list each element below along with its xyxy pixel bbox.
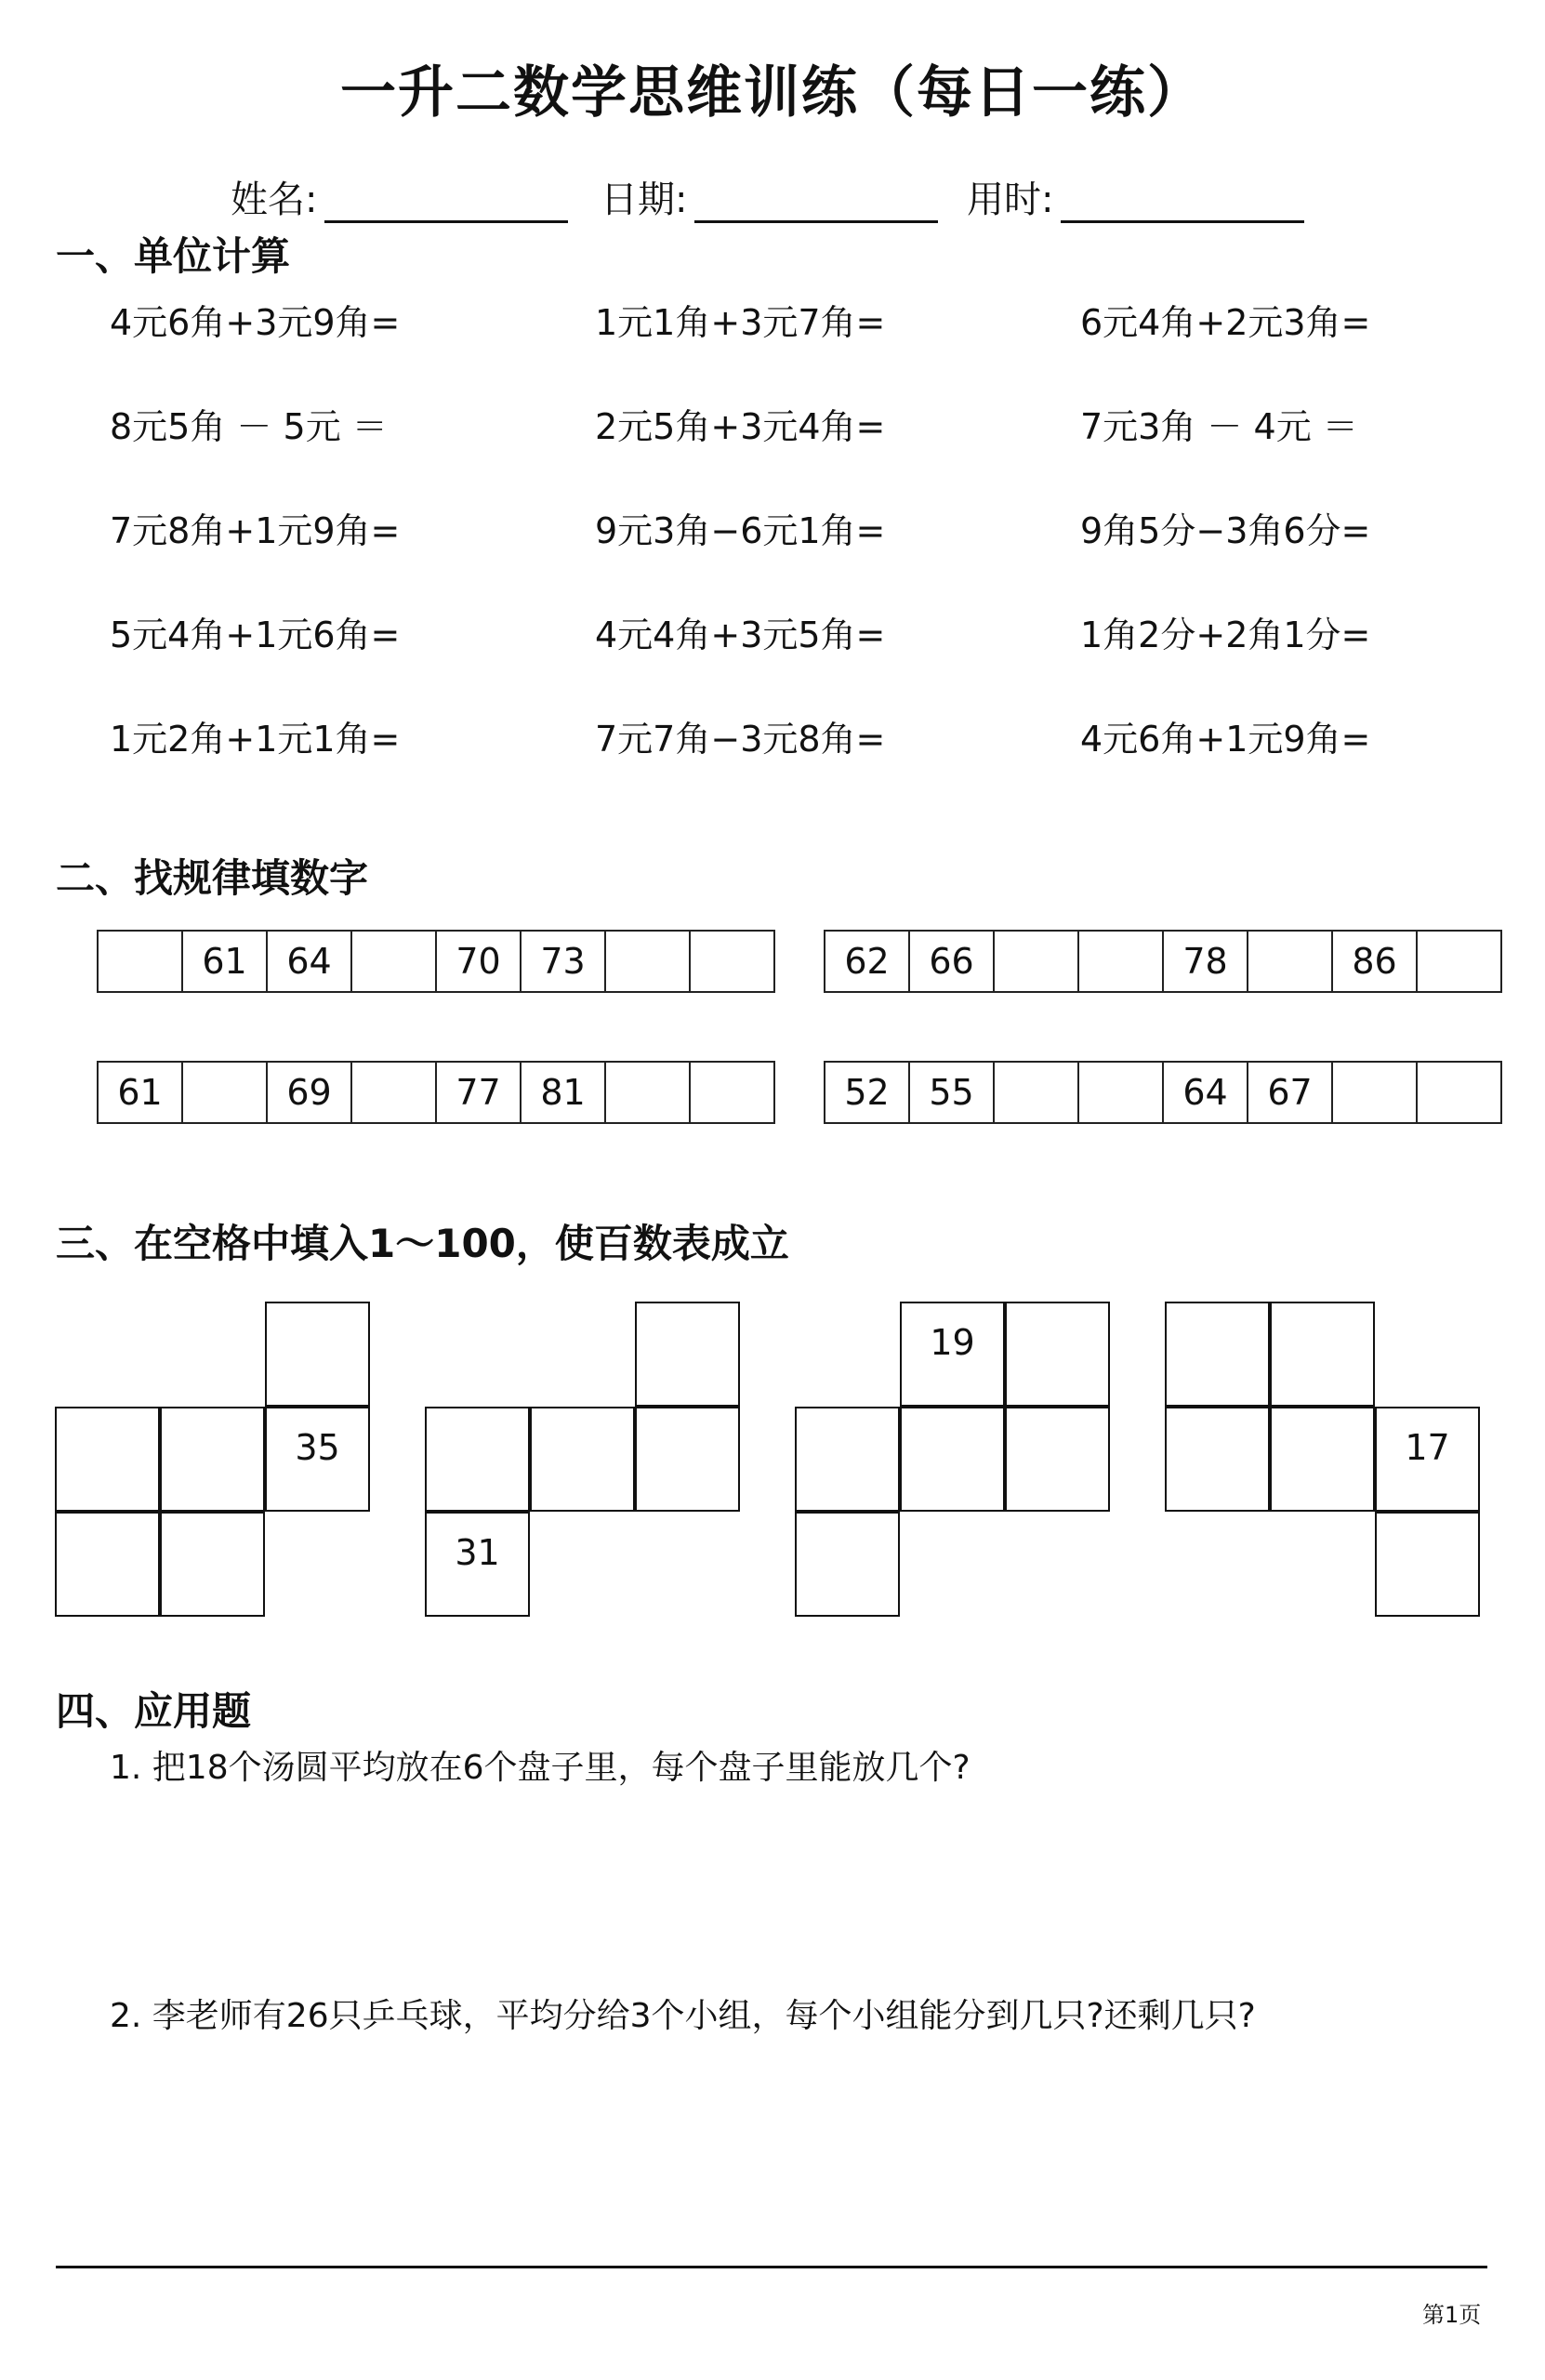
sequence-row-2 — [824, 930, 1502, 993]
grid-cell[interactable] — [1375, 1512, 1480, 1617]
seq-cell[interactable]: 66 — [909, 931, 994, 992]
page-number: 第1页 — [1422, 2302, 1482, 2328]
grid-cell[interactable] — [425, 1407, 530, 1512]
sequence-row-3 — [97, 1061, 775, 1124]
grid-cell-filled[interactable] — [265, 1407, 370, 1512]
expr: 7元3角 － 4元 ＝ — [1080, 406, 1358, 447]
section4-heading: 四、应用题 — [56, 1688, 252, 1734]
section2-heading: 二、找规律填数字 — [56, 855, 369, 901]
grid-cell[interactable] — [160, 1407, 265, 1512]
sequence-row-4 — [824, 1061, 1502, 1124]
seq-cell[interactable] — [605, 1062, 690, 1123]
grid-cell[interactable] — [55, 1407, 160, 1512]
seq-cell[interactable] — [994, 1062, 1078, 1123]
seq-cell[interactable]: 81 — [521, 1062, 605, 1123]
expr: 1元1角+3元7角= — [595, 302, 886, 343]
date-field[interactable] — [601, 170, 938, 223]
expr: 5元4角+1元6角= — [110, 615, 401, 655]
seq-cell[interactable] — [690, 931, 774, 992]
grid-cell[interactable] — [1165, 1302, 1270, 1407]
seq-cell[interactable]: 78 — [1163, 931, 1248, 992]
seq-cell[interactable]: 67 — [1248, 1062, 1332, 1123]
word-problem-2: 2. 李老师有26只乒乓球，平均分给3个小组，每个小组能分到几只?还剩几只? — [110, 1997, 1256, 2035]
seq-cell[interactable] — [1078, 1062, 1163, 1123]
seq-cell[interactable] — [351, 931, 436, 992]
seq-cell[interactable]: 61 — [182, 931, 267, 992]
grid-cell-filled[interactable] — [425, 1512, 530, 1617]
expr: 2元5角+3元4角= — [595, 406, 886, 447]
seq-cell[interactable]: 73 — [521, 931, 605, 992]
grid-number: 19 — [930, 1322, 975, 1363]
seq-cell[interactable] — [351, 1062, 436, 1123]
grid-cell[interactable] — [55, 1512, 160, 1617]
seq-cell[interactable]: 77 — [436, 1062, 521, 1123]
seq-cell[interactable] — [1078, 931, 1163, 992]
seq-cell[interactable] — [994, 931, 1078, 992]
seq-cell[interactable]: 70 — [436, 931, 521, 992]
time-blank[interactable] — [1061, 185, 1304, 223]
grid-cell[interactable] — [795, 1512, 900, 1617]
seq-cell[interactable]: 61 — [98, 1062, 182, 1123]
seq-cell[interactable]: 64 — [1163, 1062, 1248, 1123]
seq-cell[interactable] — [98, 931, 182, 992]
grid-cell[interactable] — [265, 1302, 370, 1407]
seq-cell[interactable]: 52 — [825, 1062, 909, 1123]
expr: 9元3角−6元1角= — [595, 510, 886, 551]
section3-heading: 三、在空格中填入1～100，使百数表成立 — [56, 1221, 789, 1266]
grid-cell[interactable] — [900, 1407, 1005, 1512]
section1-heading: 一、单位计算 — [56, 233, 291, 279]
seq-cell[interactable] — [1417, 1062, 1501, 1123]
grid-cell[interactable] — [1005, 1302, 1110, 1407]
grid-cell-filled[interactable] — [900, 1302, 1005, 1407]
name-label: 姓名: — [231, 178, 318, 221]
seq-cell[interactable]: 64 — [267, 931, 351, 992]
grid-cell[interactable] — [1165, 1407, 1270, 1512]
word-problem-1: 1. 把18个汤圆平均放在6个盘子里，每个盘子里能放几个? — [110, 1749, 971, 1787]
grid-number: 31 — [455, 1532, 500, 1573]
seq-cell[interactable] — [1248, 931, 1332, 992]
footer-divider — [56, 2266, 1487, 2268]
seq-cell[interactable] — [690, 1062, 774, 1123]
seq-cell[interactable]: 62 — [825, 931, 909, 992]
name-field[interactable] — [231, 170, 568, 223]
seq-cell[interactable]: 55 — [909, 1062, 994, 1123]
grid-cell[interactable] — [530, 1407, 635, 1512]
expr: 7元7角−3元8角= — [595, 719, 886, 760]
expr: 1元2角+1元1角= — [110, 719, 401, 760]
expr: 6元4角+2元3角= — [1080, 302, 1371, 343]
grid-cell[interactable] — [1270, 1407, 1375, 1512]
seq-cell[interactable]: 69 — [267, 1062, 351, 1123]
expr: 9角5分−3角6分= — [1080, 510, 1371, 551]
grid-cell[interactable] — [1270, 1302, 1375, 1407]
expr: 8元5角 － 5元 ＝ — [110, 406, 388, 447]
seq-cell[interactable]: 86 — [1332, 931, 1417, 992]
expr: 4元6角+3元9角= — [110, 302, 401, 343]
name-blank[interactable] — [324, 185, 568, 223]
expr: 4元6角+1元9角= — [1080, 719, 1371, 760]
time-label: 用时: — [967, 178, 1054, 221]
date-blank[interactable] — [694, 185, 938, 223]
seq-cell[interactable] — [1332, 1062, 1417, 1123]
grid-cell[interactable] — [160, 1512, 265, 1617]
time-field[interactable] — [967, 170, 1304, 223]
seq-cell[interactable] — [1417, 931, 1501, 992]
grid-number: 35 — [295, 1427, 340, 1468]
grid-cell[interactable] — [795, 1407, 900, 1512]
grid-cell[interactable] — [635, 1407, 740, 1512]
date-label: 日期: — [601, 178, 688, 221]
grid-cell-filled[interactable] — [1375, 1407, 1480, 1512]
seq-cell[interactable] — [182, 1062, 267, 1123]
expr: 4元4角+3元5角= — [595, 615, 886, 655]
grid-cell[interactable] — [635, 1302, 740, 1407]
grid-number: 17 — [1405, 1427, 1450, 1468]
expr: 1角2分+2角1分= — [1080, 615, 1371, 655]
expr: 7元8角+1元9角= — [110, 510, 401, 551]
grid-cell[interactable] — [1005, 1407, 1110, 1512]
seq-cell[interactable] — [605, 931, 690, 992]
page-title: 一升二数学思维训练（每日一练） — [340, 60, 1205, 126]
sequence-row-1 — [97, 930, 775, 993]
